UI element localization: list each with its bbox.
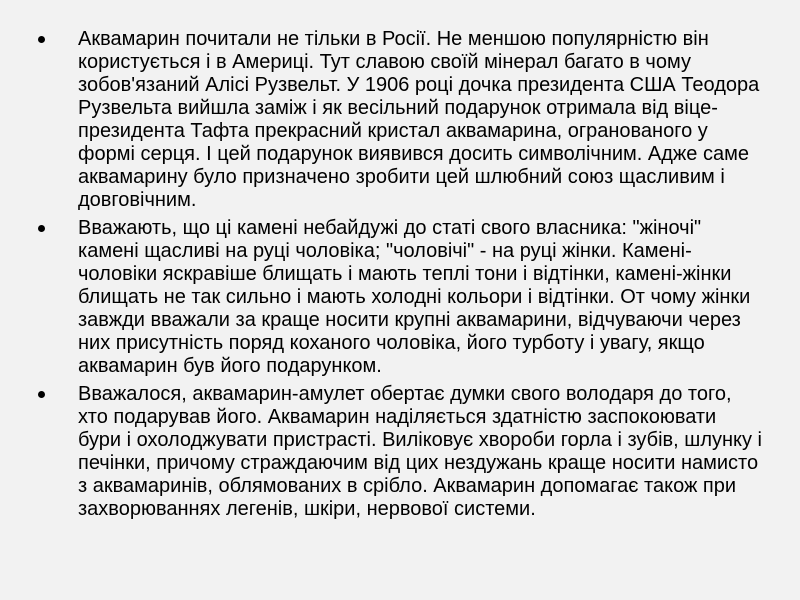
bullet-dot-icon (38, 225, 45, 232)
bullet-text: Вважалося, аквамарин-амулет обертає думки свого володаря до того, хто подарував його. Аквамарин наділяється здатністю заспокоювати бури і охолоджувати пристрасті. Виліковує хвороби горла і зубів, шлунку і печінки, причому страждаючим від цих нездужань краще носити намисто з аквамаринів, облямованих в срібло. Аквамарин допомагає також при захворюваннях легенів, шкіри, нервової системи. (78, 383, 763, 520)
bullet-dot-icon (38, 36, 45, 43)
bullet-text: Вважають, що ці камені небайдужі до статі свого власника: "жіночі" камені щасливі на руці чоловіка; "чоловічі" - на руці жінки. Камені-чоловіки яскравіше блищать і мають теплі тони і відтінки, камені-жінки блищать не так сильно і мають холодні кольори і відтінки. От чому жінки завжди вважали за краще носити крупні аквамарини, відчуваючи через них присутність поряд коханого чоловіка, його турботу і увагу, якщо аквамарин був його подарунком. (78, 217, 751, 377)
bullet-list (38, 28, 762, 526)
bullet-item-3 (38, 383, 762, 521)
bullet-item-2 (38, 217, 762, 378)
bullet-text: Аквамарин почитали не тільки в Росії. Не меншою популярністю він користується і в Америці. Тут славою своїй мінерал багато в чому зобов'язаний Алісі Рузвельт. У 1906 році дочка президента США Теодора Рузвельта вийшла заміж і як весільний подарунок отримала від віце-президента Тафта прекрасний кристал аквамарина, огранованого у формі серця. І цей подарунок виявився досить символічним. Адже саме аквамарину було призначено зробити цей шлюбний союз щасливим і довговічним. (78, 28, 760, 211)
bullet-item-1 (38, 28, 762, 212)
bullet-dot-icon (38, 391, 45, 398)
